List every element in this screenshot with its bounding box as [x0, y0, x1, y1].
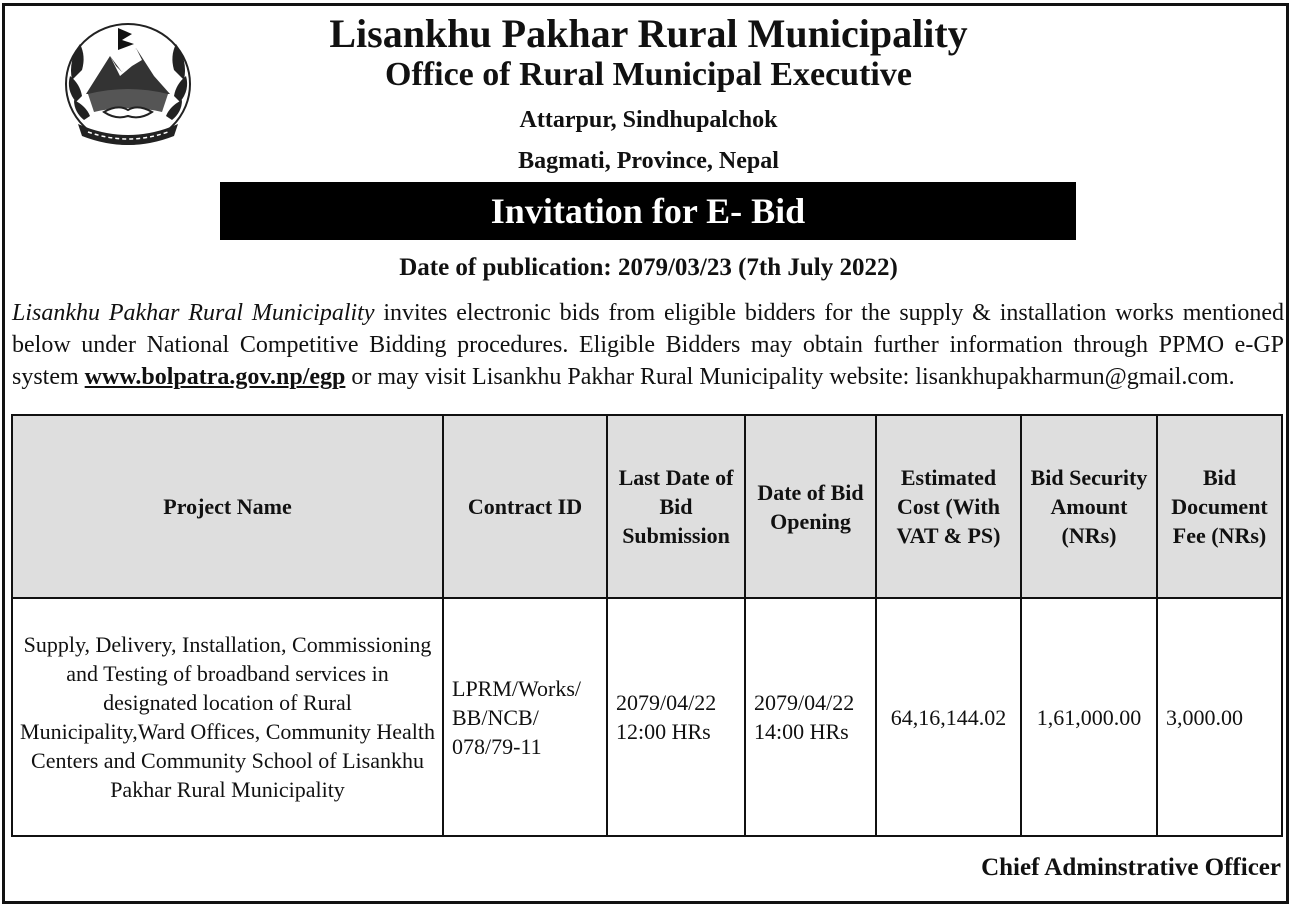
municipality-name: Lisankhu Pakhar Rural Municipality — [329, 11, 968, 56]
header-last-date: Last Date of Bid Submission — [607, 415, 745, 598]
bid-table — [11, 414, 1283, 837]
header-estimated-cost: Estimated Cost (With VAT & PS) — [876, 415, 1021, 598]
address-line-1: Attarpur, Sindhupalchok — [519, 107, 778, 133]
header-contract-id: Contract ID — [443, 415, 607, 598]
cell-estimated-cost: 64,16,144.02 — [876, 598, 1021, 836]
cell-contract-id: LPRM/Works/ BB/NCB/ 078/79-11 — [443, 598, 607, 836]
intro-municipality-name: Lisankhu Pakhar Rural Municipality — [12, 300, 375, 326]
egp-link[interactable]: www.bolpatra.gov.np/egp — [84, 364, 346, 390]
signatory-title: Chief Adminstrative Officer — [981, 854, 1281, 881]
intro-text-part2: or may visit Lisankhu Pakhar Rural Municipality website: lisankhupakharmun@gmail.com. — [345, 364, 1235, 390]
office-name: Office of Rural Municipal Executive — [385, 56, 912, 93]
cell-document-fee: 3,000.00 — [1157, 598, 1282, 836]
cell-project-name: Supply, Delivery, Installation, Commissioning and Testing of broadband services in designated location of Rural Municipality,Ward Offices, Community Health Centers and Community School of Lisankhu Pakhar Rural Municipality — [12, 598, 443, 836]
header-document-fee: Bid Document Fee (NRs) — [1157, 415, 1282, 598]
table-row — [12, 598, 1282, 836]
cell-last-date: 2079/04/22 12:00 HRs — [607, 598, 745, 836]
header-project-name: Project Name — [12, 415, 443, 598]
table-header-row — [12, 415, 1282, 598]
address-line-2: Bagmati, Province, Nepal — [518, 148, 779, 174]
intro-text-part1: invites electronic bids from eligible bidders for the supply & installation works mentioned below under National Competitive Bidding procedures. Eligible Bidders may obtain further information through PPMO e-GP system — [12, 300, 1285, 390]
notice-title-banner: Invitation for E- Bid — [220, 182, 1076, 240]
cell-bid-security: 1,61,000.00 — [1021, 598, 1157, 836]
publication-date: Date of publication: 2079/03/23 (7th July 2022) — [399, 254, 898, 281]
header-bid-security: Bid Security Amount (NRs) — [1021, 415, 1157, 598]
intro-paragraph — [12, 297, 1284, 393]
cell-opening-date: 2079/04/22 14:00 HRs — [745, 598, 876, 836]
header-opening-date: Date of Bid Opening — [745, 415, 876, 598]
